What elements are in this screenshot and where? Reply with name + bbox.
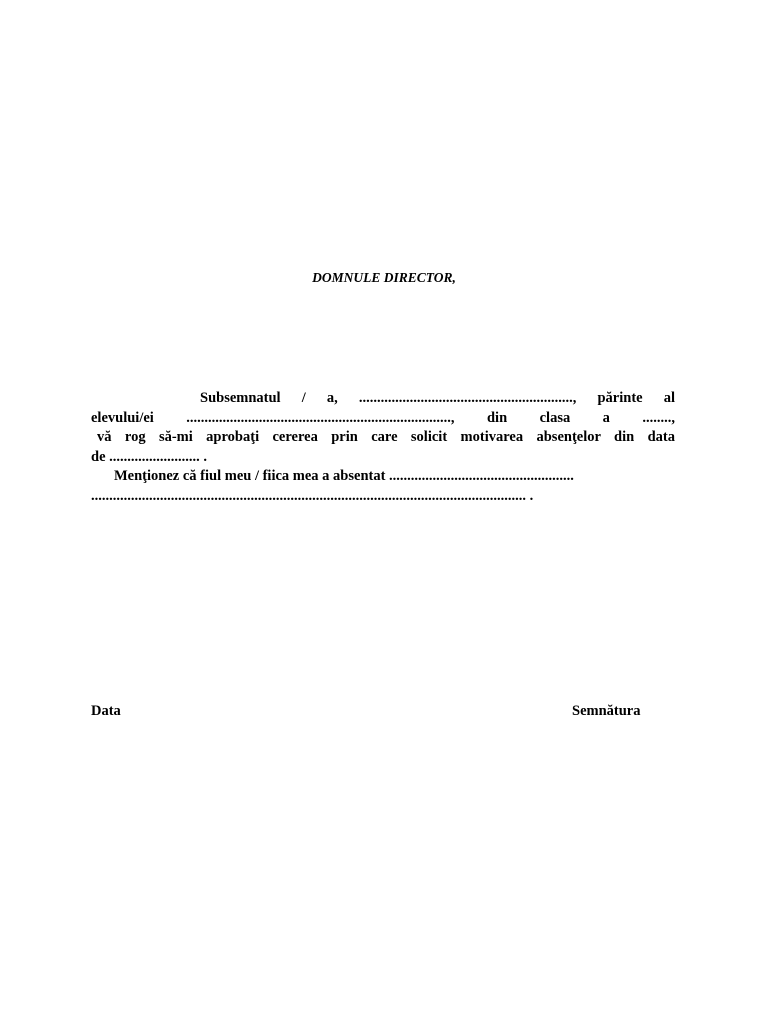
signature-label: Semnătura [572,703,641,719]
body-line-applicant: Subsemnatul / a, ..........................................................., părinte al [200,390,675,406]
body-line-continuation: ........................................................................................................................ . [91,487,534,504]
body-line-date: de ......................... . [91,448,207,465]
body-line-request: vă rog să-mi aprobaţi cererea prin care solicit motivarea absenţelor din data [97,429,675,445]
body-line-mention: Menţionez că fiul meu / fiica mea a absentat ................................................... [114,468,574,484]
document-title: DOMNULE DIRECTOR, [312,270,456,285]
date-label: Data [91,703,121,719]
body-line-student: elevului/ei ........................................................................., din clasa a ........, [91,409,675,426]
request-body [91,389,675,506]
